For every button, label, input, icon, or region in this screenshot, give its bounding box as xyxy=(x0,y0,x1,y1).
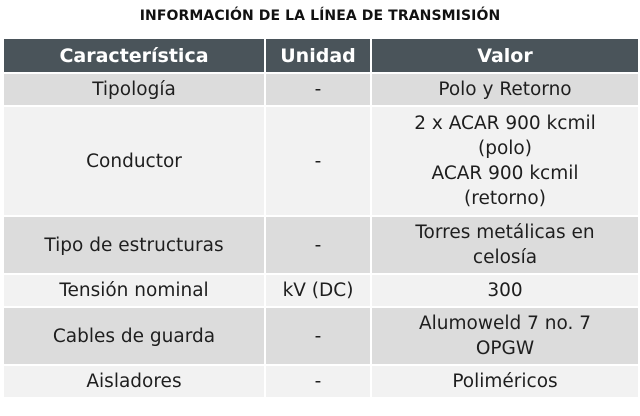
cell-value-line: 2 x ACAR 900 kcmil xyxy=(414,113,596,134)
table-row xyxy=(3,307,639,365)
cell-value-line: Poliméricos xyxy=(452,371,558,392)
cell-feature: Tipo de estructuras xyxy=(3,216,265,274)
table-title: INFORMACIÓN DE LA LÍNEA DE TRANSMISIÓN xyxy=(139,8,501,24)
cell-value xyxy=(371,106,639,216)
cell-feature: Cables de guarda xyxy=(3,307,265,365)
transmission-line-table xyxy=(2,37,640,399)
header-value: Valor xyxy=(371,38,639,73)
table-row xyxy=(3,73,639,106)
cell-value-line: Alumoweld 7 no. 7 xyxy=(418,313,592,334)
table-row xyxy=(3,106,639,216)
cell-unit: - xyxy=(265,216,371,274)
table-row xyxy=(3,274,639,307)
cell-value-line: (polo) xyxy=(478,138,532,159)
cell-value-line: Torres metálicas en xyxy=(415,222,595,243)
cell-value xyxy=(371,274,639,307)
cell-value xyxy=(371,307,639,365)
cell-feature: Conductor xyxy=(3,106,265,216)
cell-value-line: celosía xyxy=(472,247,538,268)
table-row xyxy=(3,216,639,274)
cell-feature: Aisladores xyxy=(3,365,265,398)
cell-unit: - xyxy=(265,307,371,365)
cell-unit: kV (DC) xyxy=(265,274,371,307)
header-feature: Característica xyxy=(3,38,265,73)
cell-value xyxy=(371,365,639,398)
cell-feature: Tensión nominal xyxy=(3,274,265,307)
cell-unit: - xyxy=(265,106,371,216)
cell-value xyxy=(371,216,639,274)
cell-feature: Tipología xyxy=(3,73,265,106)
table-header-row xyxy=(3,38,639,73)
cell-value xyxy=(371,73,639,106)
cell-value-line: (retorno) xyxy=(464,188,546,209)
cell-value-line: Polo y Retorno xyxy=(438,79,572,100)
cell-value-line: 300 xyxy=(487,280,523,301)
cell-unit: - xyxy=(265,365,371,398)
cell-value-line: ACAR 900 kcmil xyxy=(431,163,579,184)
header-unit: Unidad xyxy=(265,38,371,73)
cell-unit: - xyxy=(265,73,371,106)
table-row xyxy=(3,365,639,398)
cell-value-line: OPGW xyxy=(475,338,535,359)
